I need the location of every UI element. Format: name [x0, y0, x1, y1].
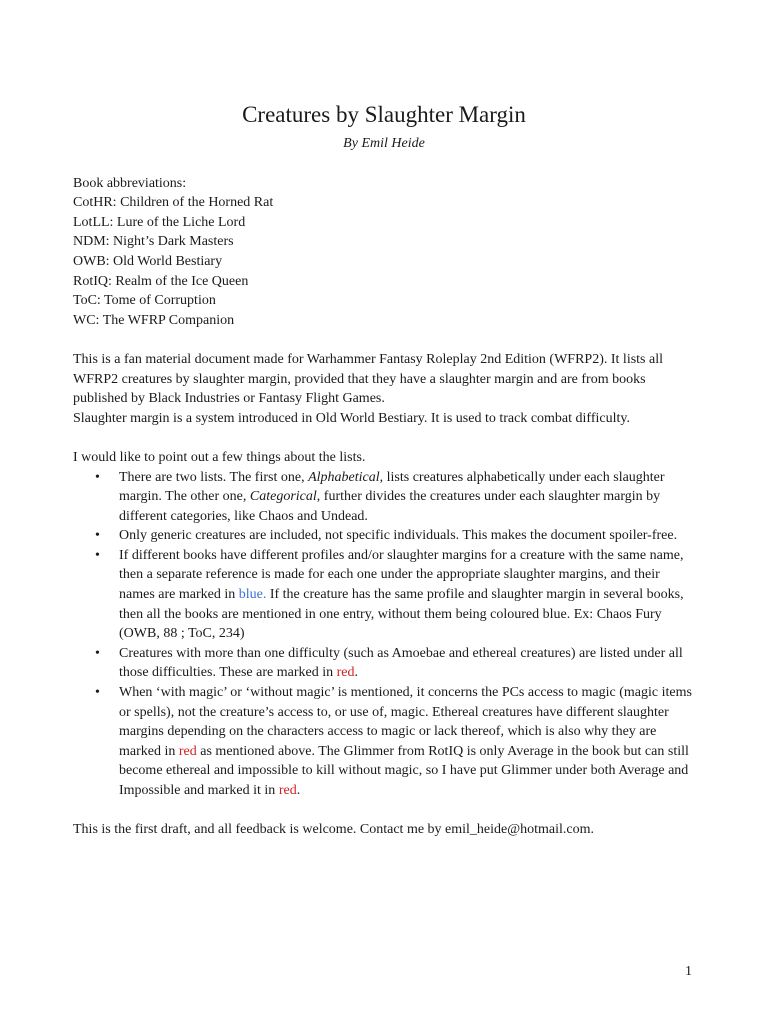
points-list — [73, 468, 695, 801]
list-item: • If different books have different profiles and/or slaughter margins for a creature with the same name, then a separate reference is made for each one under the appropriate slaughter margins, and their names are marked in blue. If the creature has the same profile and slaughter margin in several books, then all the books are mentioned in one entry, without them being coloured blue. Ex: Chaos Fury (OWB, 88 ; ToC, 234) — [95, 547, 684, 642]
bullet-icon: • — [95, 469, 100, 485]
points-intro: I would like to point out a few things about the lists. — [73, 449, 366, 465]
document-page — [73, 100, 695, 840]
bullet-icon: • — [95, 528, 100, 544]
abbreviation-item: RotIQ: Realm of the Ice Queen — [73, 273, 249, 289]
bullet-icon: • — [95, 547, 100, 563]
points-section — [73, 448, 695, 801]
red-marker-text: red — [278, 783, 297, 798]
abbreviation-item: LotLL: Lure of the Liche Lord — [73, 214, 246, 230]
list-item: • There are two lists. The first one, Alphabetical, lists creatures alphabetically under each slaughter margin. The other one, Categorical, further divides the creatures under each slaughter margin by different categories, like Chaos and Undead. — [95, 469, 665, 524]
intro-section — [73, 350, 695, 428]
bullet-icon: • — [95, 685, 100, 701]
abbreviation-item: OWB: Old World Bestiary — [73, 253, 223, 269]
bullet-icon: • — [95, 645, 100, 661]
red-marker-text: red — [336, 665, 355, 681]
abbreviations-heading: Book abbreviations: — [73, 175, 187, 191]
list-item: • When ‘with magic’ or ‘without magic’ is mentioned, it concerns the PCs access to magic (magic items or spells), not the creature’s access to, or use of, magic. Ethereal creatures have different slaughter margins depending on the characters access to magic or lack thereof, which is also why they are marked in red as mentioned above. The Glimmer from RotIQ is only Average in the book but can still become ethereal and impossible to kill without magic, so I have put Glimmer under both Average and Impossible and marked it in red. — [95, 685, 692, 798]
intro-paragraph-slaughter-margin: Slaughter margin is a system introduced in Old World Bestiary. It is used to track combat difficulty. — [73, 410, 630, 426]
alphabetical-term: Alphabetical — [308, 469, 380, 485]
list-item: • Creatures with more than one difficulty (such as Amoebae and ethereal creatures) are listed under all those difficulties. These are marked in red. — [95, 645, 683, 681]
list-item: • Only generic creatures are included, not specific individuals. This makes the document spoiler-free. — [73, 526, 695, 546]
intro-paragraph: This is a fan material document made for Warhammer Fantasy Roleplay 2nd Edition (WFRP2). It lists all WFRP2 creatures by slaughter margin, provided that they have a slaughter margin and are from books published by Black Industries or Fantasy Flight Games. — [73, 351, 663, 407]
abbreviation-item: WC: The WFRP Companion — [73, 312, 235, 328]
abbreviation-item: CotHR: Children of the Horned Rat — [73, 195, 274, 211]
red-marker-text: red — [178, 743, 197, 759]
abbreviation-item: NDM: Night’s Dark Masters — [73, 234, 234, 250]
document-author: By Emil Heide — [343, 136, 425, 151]
closing-paragraph: This is the first draft, and all feedback is welcome. Contact me by emil_heide@hotmail.com. — [73, 822, 595, 838]
categorical-term: Categorical — [249, 489, 317, 505]
document-title: Creatures by Slaughter Margin — [242, 102, 526, 127]
page-number: 1 — [685, 964, 692, 979]
blue-marker-text: blue. — [238, 587, 267, 603]
abbreviations-section — [73, 174, 695, 331]
abbreviation-item: ToC: Tome of Corruption — [73, 293, 216, 309]
